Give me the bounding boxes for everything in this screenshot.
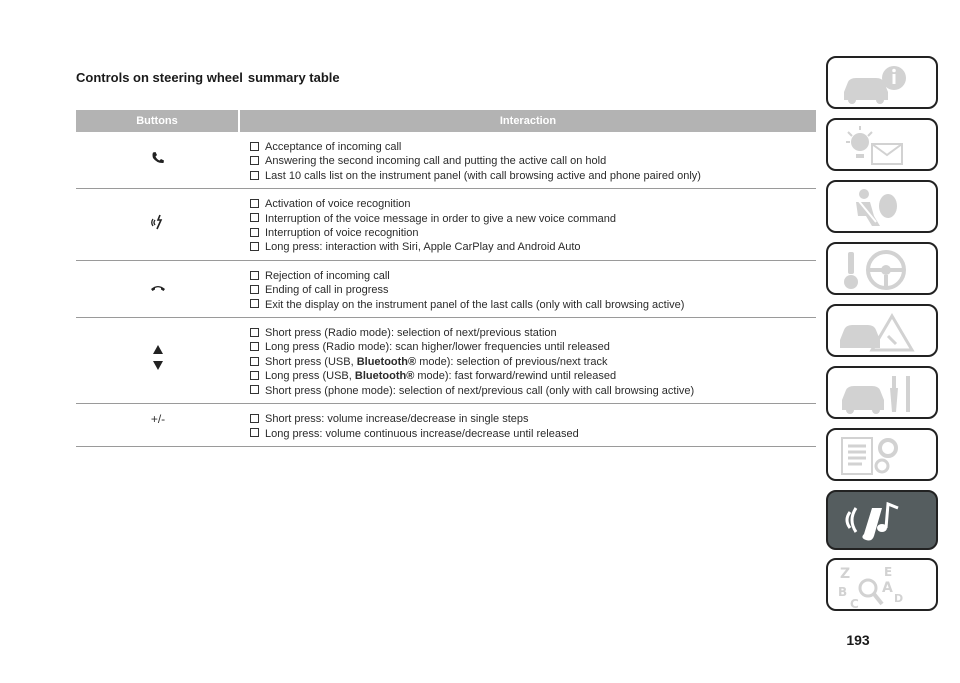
checkbox-icon bbox=[250, 328, 259, 337]
list-item: Rejection of incoming call bbox=[250, 269, 816, 283]
list-item: Acceptance of incoming call bbox=[250, 140, 816, 154]
button-cell bbox=[76, 261, 240, 317]
technical-data-gear-icon bbox=[836, 434, 916, 478]
svg-text:D: D bbox=[894, 592, 904, 605]
svg-text:A: A bbox=[882, 580, 893, 596]
volume-button-label: +/- bbox=[150, 412, 166, 427]
checkbox-icon bbox=[250, 271, 259, 280]
key-steering-wheel-icon bbox=[836, 248, 916, 292]
table-header bbox=[76, 110, 816, 132]
list-item: Long press: interaction with Siri, Apple CarPlay and Android Auto bbox=[250, 240, 816, 254]
controls-table bbox=[76, 110, 816, 447]
list-item: Long press (Radio mode): scan higher/lower frequencies until released bbox=[250, 340, 816, 354]
safety-airbag-icon bbox=[836, 186, 916, 230]
up-down-arrows-icon bbox=[152, 343, 164, 378]
checkbox-icon bbox=[250, 414, 259, 423]
checkbox-icon bbox=[250, 171, 259, 180]
svg-text:C: C bbox=[850, 597, 859, 611]
tab-warning-lights[interactable] bbox=[826, 118, 938, 171]
svg-text:B: B bbox=[838, 585, 848, 599]
checkbox-icon bbox=[250, 371, 259, 380]
tab-technical-data[interactable] bbox=[826, 428, 938, 481]
list-item: Short press (USB, Bluetooth® mode): selection of previous/next track bbox=[250, 355, 816, 369]
list-item: Last 10 calls list on the instrument panel (with call browsing active and phone paired only) bbox=[250, 169, 816, 183]
tab-index[interactable] bbox=[826, 558, 938, 611]
multimedia-music-icon bbox=[836, 496, 916, 546]
warning-lights-message-icon bbox=[836, 124, 916, 168]
button-cell bbox=[76, 132, 240, 188]
checkbox-icon bbox=[250, 228, 259, 237]
checkbox-icon bbox=[250, 213, 259, 222]
table-row bbox=[76, 261, 816, 318]
phone-hangup-icon bbox=[150, 280, 166, 298]
title-part-1: Controls on steering wheel bbox=[76, 70, 243, 85]
checkbox-icon bbox=[250, 285, 259, 294]
list-item: Interruption of the voice message in order to give a new voice command bbox=[250, 212, 816, 226]
header-buttons: Buttons bbox=[76, 110, 240, 132]
tab-starting-driving[interactable] bbox=[826, 242, 938, 295]
table-row bbox=[76, 189, 816, 261]
car-accident-warning-icon bbox=[836, 310, 916, 354]
car-maintenance-wrench-icon bbox=[836, 372, 916, 416]
table-row bbox=[76, 132, 816, 189]
checkbox-icon bbox=[250, 142, 259, 151]
title-part-2: summary table bbox=[247, 70, 340, 85]
list-item: Exit the display on the instrument panel of the last calls (only with call browsing active) bbox=[250, 298, 816, 312]
checkbox-icon bbox=[250, 385, 259, 394]
voice-recognition-icon bbox=[150, 214, 166, 235]
svg-text:Z: Z bbox=[840, 566, 851, 582]
list-item: Activation of voice recognition bbox=[250, 197, 816, 211]
checkbox-icon bbox=[250, 342, 259, 351]
car-info-icon bbox=[836, 62, 916, 106]
list-item: Interruption of voice recognition bbox=[250, 226, 816, 240]
button-cell bbox=[76, 404, 240, 446]
page-number: 193 bbox=[846, 632, 870, 648]
index-search-icon bbox=[836, 564, 916, 614]
checkbox-icon bbox=[250, 357, 259, 366]
button-cell bbox=[76, 318, 240, 403]
list-item: Answering the second incoming call and putting the active call on hold bbox=[250, 154, 816, 168]
phone-answer-icon bbox=[151, 151, 165, 170]
checkbox-icon bbox=[250, 199, 259, 208]
checkbox-icon bbox=[250, 428, 259, 437]
list-item: Short press (phone mode): selection of next/previous call (only with call browsing active) bbox=[250, 384, 816, 398]
list-item: Long press (USB, Bluetooth® mode): fast forward/rewind until released bbox=[250, 369, 816, 383]
list-item: Short press: volume increase/decrease in single steps bbox=[250, 412, 816, 426]
checkbox-icon bbox=[250, 299, 259, 308]
tab-emergency[interactable] bbox=[826, 304, 938, 357]
tab-servicing[interactable] bbox=[826, 366, 938, 419]
header-interaction: Interaction bbox=[499, 115, 557, 127]
table-row bbox=[76, 318, 816, 404]
button-cell bbox=[76, 189, 240, 260]
tab-multimedia[interactable] bbox=[826, 490, 938, 550]
checkbox-icon bbox=[250, 156, 259, 165]
table-row bbox=[76, 404, 816, 447]
list-item: Long press: volume continuous increase/decrease until released bbox=[250, 427, 816, 441]
tab-car-info[interactable] bbox=[826, 56, 938, 109]
tab-safety[interactable] bbox=[826, 180, 938, 233]
checkbox-icon bbox=[250, 242, 259, 251]
list-item: Ending of call in progress bbox=[250, 283, 816, 297]
svg-text:E: E bbox=[884, 565, 893, 579]
page-title bbox=[76, 70, 345, 85]
list-item: Short press (Radio mode): selection of next/previous station bbox=[250, 326, 816, 340]
